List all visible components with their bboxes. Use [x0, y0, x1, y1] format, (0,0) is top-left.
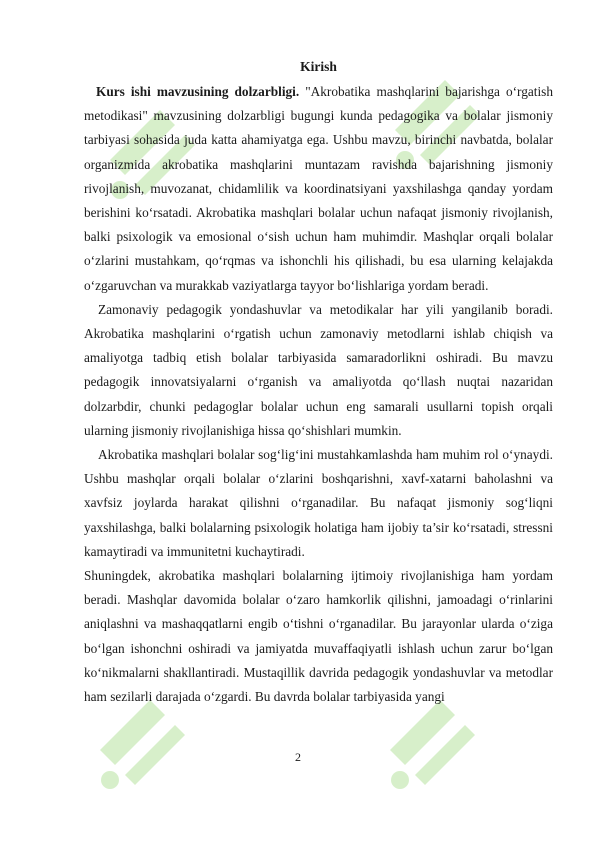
paragraph-lead: Kurs ishi mavzusining dolzarbligi.: [96, 84, 300, 99]
paragraph-2: Zamonaviy pedagogik yondashuvlar va metodikalar har yili yangilanib boradi. Akrobatika mashqlarini o‘rgatish uchun zamonaviy metodlarni ishlab chiqish va amaliyotga tadbiq etish bolalar tarbiyasida samaradorlikni oshiradi. Bu mavzu pedagogik innovatsiyalarni o‘rganish va amaliyotda qo‘llash nuqtai nazaridan dolzarbdir, chunki pedagoglar bolalar uchun eng samarali usullarni topish orqali ularning jismoniy rivojlanishiga hissa qo‘shishlari mumkin.: [84, 301, 553, 438]
paragraph-text: "Akrobatika mashqlarini bajarishga o‘rgatish metodikasi" mavzusining dolzarbligi bugungi kunda pedagogika va bolalar jismoniy tarbiyasi sohasida juda katta ahamiyatga ega. Ushbu mavzu, birinchi navbatda, bolalar organizmida akrobatika mashqlarini muntazam ravishda bajarishning jismoniy rivojlanish, muvozanat, chidamlilik va koordinatsiyani yaxshilashga qanday yordam berishini ko‘rsatadi. Akrobatika mashqlari bolalar uchun nafaqat jismoniy rivojlanish, balki psixologik va emosional o‘sish uchun ham muhimdir. Mashqlar orqali bolalar o‘zlarini mustahkam, qo‘rqmas va ishonchli his qilishadi, bu esa ularning kelajakda o‘zgaruvchan va murakkab vaziyatlarga tayyor bo‘lishlariga yordam beradi.: [84, 84, 553, 293]
paragraph-4: Shuningdek, akrobatika mashqlari bolalarning ijtimoiy rivojlanishiga ham yordam beradi. Mashqlar davomida bolalar o‘zaro hamkorlik qilishni, jamoadagi o‘rinlarini aniqlashni va mashaqqatlarni engib o‘tishni o‘rganadilar. Bu jarayonlar ularda o‘ziga bo‘lgan ishonchni oshiradi va jamiyatda muvaffaqiyatli ishlash uchun zarur bo‘lgan ko‘nikmalarni shakllantiradi. Mustaqillik davrida pedagogik yondashuvlar va metodlar ham sezilarli darajada o‘zgardi. Bu davrda bolalar tarbiyasida yangi: [84, 568, 553, 705]
paragraph-1: [84, 80, 553, 298]
document-body: [84, 56, 553, 709]
paragraph-3: Akrobatika mashqlari bolalar sog‘lig‘ini mustahkamlashda ham muhim rol o‘ynaydi. Ushbu mashqlar orqali bolalar o‘zlarini boshqarishni, xavf-xatarni baholashni va xavfsiz joylarda harakat qilishni o‘rganadilar. Bu nafaqat jismoniy sog‘liqni yaxshilashga, balki bolalarning psixologik holatiga ham ijobiy ta’sir ko‘rsatadi, stressni kamaytiradi va immunitetni kuchaytiradi.: [84, 447, 553, 559]
page-number: 2: [295, 750, 301, 764]
page-title: Kirish: [300, 59, 337, 74]
